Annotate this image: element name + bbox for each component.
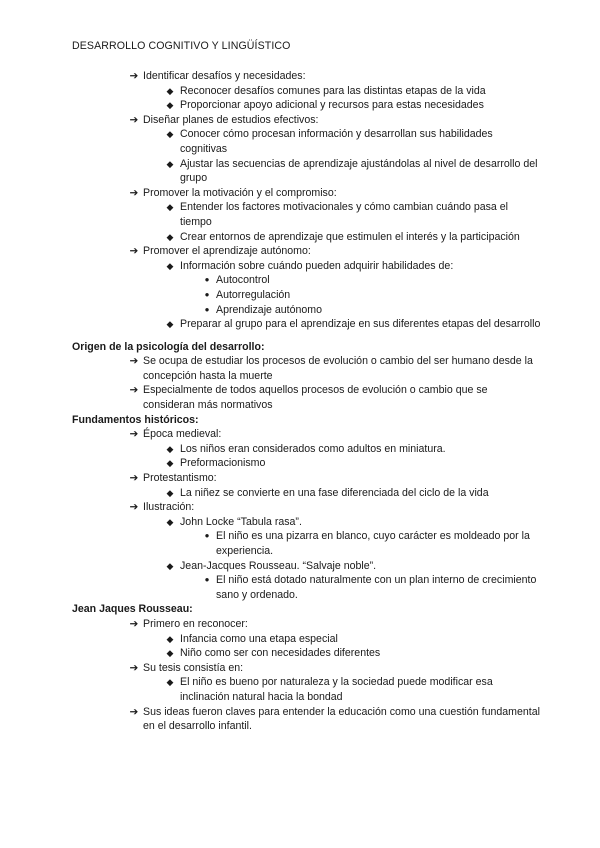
arrow-icon: ➔ [129,355,139,368]
diamond-icon: ◆ [166,158,174,169]
arrow-icon: ➔ [129,245,139,258]
arrow-icon: ➔ [129,617,139,630]
list-item: ➔ Diseñar planes de estudios efectivos: [72,113,542,128]
section-heading: Jean Jaques Rousseau: [72,603,193,616]
diamond-icon: ◆ [166,516,174,527]
section-heading: Origen de la psicología del desarrollo: [72,340,265,353]
diamond-icon: ◆ [166,648,174,659]
list-item: ➔ Especialmente de todos aquellos procesos de evolución o cambio que se consideran más normativos [72,383,542,412]
list-item: ◆ Niño como ser con necesidades diferentes [72,646,542,661]
arrow-icon: ➔ [129,472,139,485]
arrow-icon: ➔ [129,428,139,441]
list-item: ◆ Infancia como una etapa especial [72,632,542,647]
diamond-icon: ◆ [166,633,174,644]
diamond-icon: ◆ [166,443,174,454]
list-item: ● Aprendizaje autónomo [72,303,542,318]
diamond-icon: ◆ [166,677,174,688]
diamond-icon: ◆ [166,560,174,571]
diamond-icon: ◆ [166,129,174,140]
list-item: ➔ Protestantismo: [72,471,542,486]
list-item: ◆ Los niños eran considerados como adultos en miniatura. [72,442,542,457]
list-item: ◆ Preformacionismo [72,456,542,471]
arrow-icon: ➔ [129,384,139,397]
diamond-icon: ◆ [166,85,174,96]
list-item: ◆ Proporcionar apoyo adicional y recursos para estas necesidades [72,98,542,113]
diamond-icon: ◆ [166,260,174,271]
diamond-icon: ◆ [166,319,174,330]
list-item: ● Autocontrol [72,273,542,288]
list-item: ➔ Sus ideas fueron claves para entender la educación como una cuestión fundamental en el desarrollo infantil. [72,705,542,734]
arrow-icon: ➔ [129,661,139,674]
diamond-icon: ◆ [166,231,174,242]
diamond-icon: ◆ [166,458,174,469]
list-item: ◆ John Locke “Tabula rasa”. [72,515,542,530]
list-item: ➔ Promover el aprendizaje autónomo: [72,244,542,259]
arrow-icon: ➔ [129,70,139,82]
arrow-icon: ➔ [129,501,139,514]
list-item: ➔ Se ocupa de estudiar los procesos de evolución o cambio del ser humano desde la concepción hasta la muerte [72,354,542,383]
section-heading: Fundamentos históricos: [72,413,199,426]
list-item: ◆ Ajustar las secuencias de aprendizaje ajustándolas al nivel de desarrollo del grupo [72,157,542,186]
bullet-icon: ● [204,289,210,299]
document-body [72,69,542,734]
list-item: ➔ Primero en reconocer: [72,617,542,632]
list-item: ◆ Información sobre cuándo pueden adquirir habilidades de: [72,259,542,274]
list-item: ➔ Época medieval: [72,427,542,442]
bullet-icon: ● [204,575,210,585]
diamond-icon: ◆ [166,202,174,213]
list-item: ◆ Preparar al grupo para el aprendizaje en sus diferentes etapas del desarrollo [72,317,542,332]
list-item: ● El niño es una pizarra en blanco, cuyo carácter es moldeado por la experiencia. [72,529,542,558]
bullet-icon: ● [204,275,210,285]
list-item: ➔ Ilustración: [72,500,542,515]
list-item: ◆ Entender los factores motivacionales y cómo cambian cuándo pasa el tiempo [72,200,542,229]
bullet-icon: ● [204,304,210,314]
list-item: ◆ Conocer cómo procesan información y desarrollan sus habilidades cognitivas [72,127,542,156]
list-item: ◆ Jean-Jacques Rousseau. “Salvaje noble”. [72,559,542,574]
bullet-icon: ● [204,531,210,541]
arrow-icon: ➔ [129,705,139,718]
list-item: ◆ Reconocer desafíos comunes para las distintas etapas de la vida [72,84,542,99]
list-item: ● El niño está dotado naturalmente con un plan interno de crecimiento sano y ordenado. [72,573,542,602]
arrow-icon: ➔ [129,186,139,199]
list-item: ● Autorregulación [72,288,542,303]
list-item: ➔ Promover la motivación y el compromiso: [72,186,542,201]
list-item: ➔ Identificar desafíos y necesidades: [72,69,542,84]
list-item: ◆ La niñez se convierte en una fase diferenciada del ciclo de la vida [72,486,542,501]
list-item: ➔ Su tesis consistía en: [72,661,542,676]
page-header: DESARROLLO COGNITIVO Y LINGÜÍSTICO [72,40,291,52]
arrow-icon: ➔ [129,113,139,126]
diamond-icon: ◆ [166,487,174,498]
list-item: ◆ Crear entornos de aprendizaje que estimulen el interés y la participación [72,230,542,245]
list-item: ◆ El niño es bueno por naturaleza y la sociedad puede modificar esa inclinación natural hacia la bondad [72,675,542,704]
diamond-icon: ◆ [166,100,174,111]
